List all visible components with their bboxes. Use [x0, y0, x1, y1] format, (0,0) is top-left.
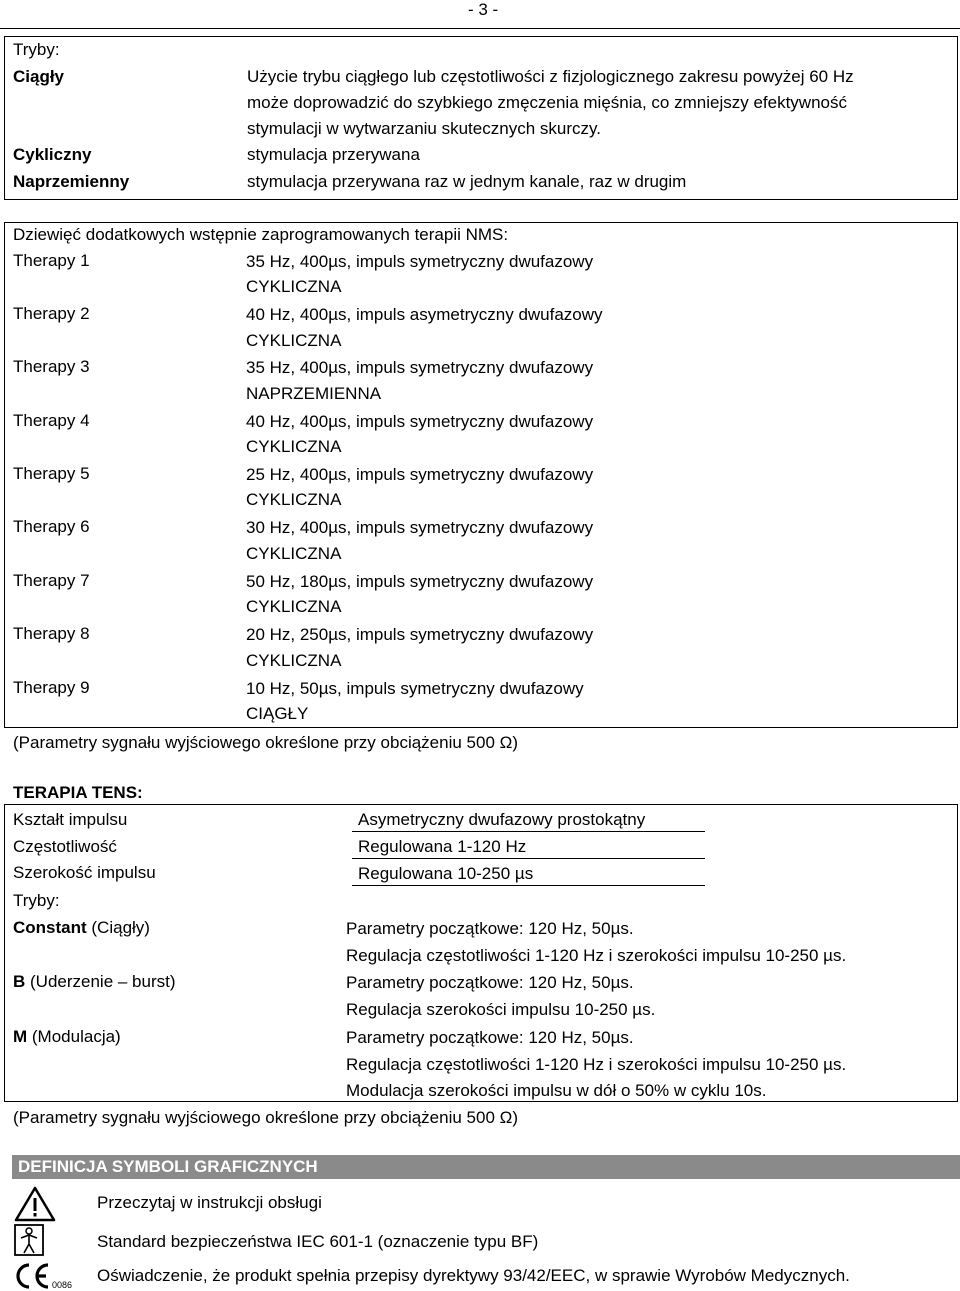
tens-mode-line: Parametry początkowe: 120 Hz, 50µs. [346, 973, 634, 992]
therapy-mode: CYKLICZNA [246, 651, 342, 670]
tens-mode-desc: (Ciągły) [86, 918, 150, 937]
therapy-mode: CYKLICZNA [246, 331, 342, 350]
tens-mode-key: M [13, 1027, 28, 1046]
therapy-mode: CYKLICZNA [246, 437, 342, 456]
therapy-name: Therapy 8 [13, 624, 90, 643]
therapy-params: 30 Hz, 400µs, impuls symetryczny dwufazowy [246, 518, 594, 537]
nms-note: (Parametry sygnału wyjściowego określone przy obciążeniu 500 Ω) [13, 733, 518, 752]
spec-value: Asymetryczny dwufazowy prostokątny [358, 810, 646, 829]
therapy-params: 40 Hz, 400µs, impuls symetryczny dwufazowy [246, 412, 594, 431]
definition-text: Standard bezpieczeństwa IEC 601-1 (oznaczenie typu BF) [97, 1232, 539, 1251]
spec-divider [352, 885, 705, 886]
therapy-name: Therapy 6 [13, 517, 90, 536]
tens-mode-name [13, 1027, 121, 1047]
spec-label: Kształt impulsu [13, 810, 128, 829]
therapy-params: 35 Hz, 400µs, impuls symetryczny dwufazowy [246, 358, 594, 377]
tens-title: TERAPIA TENS: [13, 783, 143, 802]
mode-name-continuous: Ciągły [13, 67, 65, 86]
mode-desc-line: może doprowadzić do szybkiego zmęczenia mięśnia, co zmniejszy efektywność [247, 93, 847, 112]
therapy-params: 20 Hz, 250µs, impuls symetryczny dwufazowy [246, 625, 594, 644]
therapy-name: Therapy 1 [13, 251, 90, 270]
definitions-title: DEFINICJA SYMBOLI GRAFICZNYCH [18, 1157, 318, 1176]
tens-mode-line: Regulacja częstotliwości 1-120 Hz i szerokości impulsu 10-250 µs. [346, 946, 847, 965]
therapy-params: 40 Hz, 400µs, impuls asymetryczny dwufazowy [246, 305, 603, 324]
top-rule [0, 28, 960, 29]
therapy-name: Therapy 2 [13, 304, 90, 323]
therapy-params: 35 Hz, 400µs, impuls symetryczny dwufazowy [246, 252, 594, 271]
therapy-mode: CYKLICZNA [246, 490, 342, 509]
therapy-mode: CYKLICZNA [246, 277, 342, 296]
mode-name-cyclic: Cykliczny [13, 145, 92, 164]
tens-mode-name [13, 918, 150, 938]
page-number: - 3 - [468, 0, 499, 19]
spec-value: Regulowana 10-250 µs [358, 864, 534, 883]
mode-desc-line: stymulacja przerywana [247, 145, 420, 164]
tens-mode-line: Regulacja częstotliwości 1-120 Hz i szerokości impulsu 10-250 µs. [346, 1055, 847, 1074]
therapy-name: Therapy 3 [13, 357, 90, 376]
therapy-name: Therapy 5 [13, 464, 90, 483]
tens-mode-desc: (Modulacja) [27, 1027, 121, 1046]
therapy-mode: CYKLICZNA [246, 597, 342, 616]
nms-title: Dziewięć dodatkowych wstępnie zaprogramowanych terapii NMS: [13, 225, 509, 244]
mode-desc-line: stymulacji w wytwarzaniu skutecznych skurczy. [247, 119, 601, 138]
definitions-header [12, 1155, 960, 1179]
spec-divider [352, 858, 705, 859]
spec-divider [352, 831, 705, 832]
tens-mode-line: Parametry początkowe: 120 Hz, 50µs. [346, 1028, 634, 1047]
tens-mode-line: Parametry początkowe: 120 Hz, 50µs. [346, 919, 634, 938]
warning-triangle-icon [14, 1186, 56, 1222]
therapy-name: Therapy 7 [13, 571, 90, 590]
mode-desc-line: stymulacja przerywana raz w jednym kanale, raz w drugim [247, 172, 687, 191]
tens-modes-title: Tryby: [13, 891, 60, 910]
tens-mode-key: Constant [13, 918, 87, 937]
therapy-mode: CIĄGŁY [246, 704, 309, 723]
tens-mode-name [13, 972, 176, 992]
tens-note: (Parametry sygnału wyjściowego określone przy obciążeniu 500 Ω) [13, 1108, 518, 1127]
spec-label: Częstotliwość [13, 837, 117, 856]
definition-text: Oświadczenie, że produkt spełnia przepisy dyrektywy 93/42/EEC, w sprawie Wyrobów Medycznych. [97, 1266, 850, 1285]
tens-mode-line: Regulacja szerokości impulsu 10-250 µs. [346, 1000, 656, 1019]
modes-title: Tryby: [13, 40, 60, 59]
definition-text: Przeczytaj w instrukcji obsługi [97, 1193, 322, 1212]
therapy-name: Therapy 9 [13, 678, 90, 697]
type-bf-icon [14, 1224, 44, 1256]
spec-label: Szerokość impulsu [13, 863, 156, 882]
therapy-mode: CYKLICZNA [246, 544, 342, 563]
mode-name-alternating: Naprzemienny [13, 172, 130, 191]
therapy-params: 50 Hz, 180µs, impuls symetryczny dwufazowy [246, 572, 594, 591]
therapy-params: 25 Hz, 400µs, impuls symetryczny dwufazowy [246, 465, 594, 484]
ce-mark-icon [12, 1261, 78, 1291]
therapy-mode: NAPRZEMIENNA [246, 384, 382, 403]
therapy-name: Therapy 4 [13, 411, 90, 430]
tens-mode-line: Modulacja szerokości impulsu w dół o 50% w cyklu 10s. [346, 1081, 767, 1100]
mode-desc-line: Użycie trybu ciągłego lub częstotliwości z fizjologicznego zakresu powyżej 60 Hz [247, 67, 854, 86]
tens-mode-desc: (Uderzenie – burst) [25, 972, 176, 991]
spec-value: Regulowana 1-120 Hz [358, 837, 527, 856]
therapy-params: 10 Hz, 50µs, impuls symetryczny dwufazowy [246, 679, 584, 698]
ce-notified-body-number: 0086 [52, 1280, 73, 1290]
tens-mode-key: B [13, 972, 26, 991]
